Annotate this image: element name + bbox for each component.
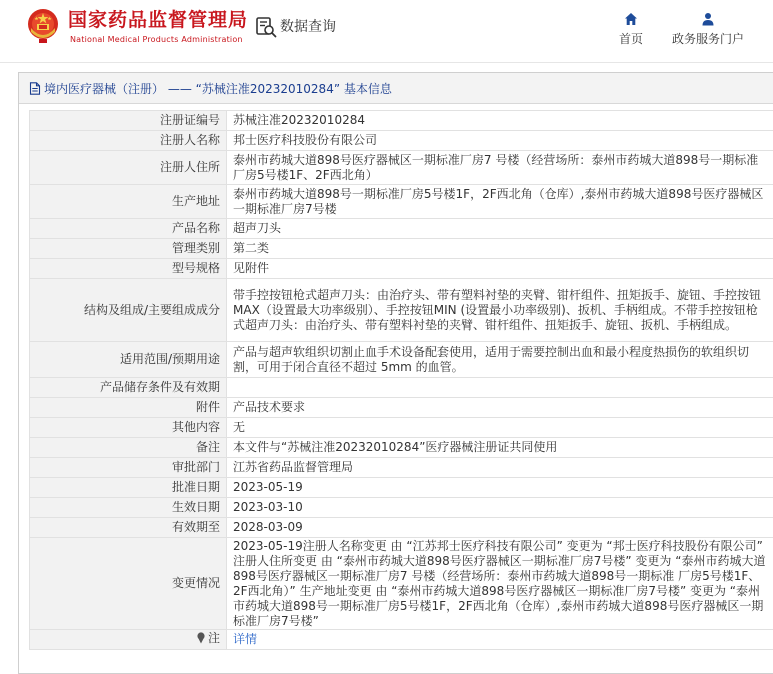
table-row bbox=[30, 279, 773, 342]
field-value: 2023-05-19 bbox=[227, 478, 773, 498]
field-label: 有效期至 bbox=[30, 518, 227, 538]
breadcrumb bbox=[19, 73, 773, 104]
field-value: 江苏省药品监督管理局 bbox=[227, 458, 773, 478]
table-row bbox=[30, 131, 773, 151]
data-query-icon bbox=[255, 16, 277, 38]
field-value: 泰州市药城大道898号医疗器械区一期标准厂房7 号楼（经营场所：泰州市药城大道898号一期标准 厂房5号楼1F、2F西北角） bbox=[227, 151, 773, 185]
field-value: 苏械注准20232010284 bbox=[227, 111, 773, 131]
field-value: 见附件 bbox=[227, 259, 773, 279]
field-label: 产品名称 bbox=[30, 219, 227, 239]
table-row bbox=[30, 378, 773, 398]
field-value: 超声刀头 bbox=[227, 219, 773, 239]
field-label: 其他内容 bbox=[30, 418, 227, 438]
nav-service-portal[interactable] bbox=[668, 12, 748, 47]
field-value: 泰州市药城大道898号一期标准厂房5号楼1F，2F西北角（仓库）,泰州市药城大道898号医疗器械区一期标准厂房7号楼 bbox=[227, 185, 773, 219]
data-query-label: 数据查询 bbox=[280, 19, 336, 35]
user-icon bbox=[701, 12, 715, 26]
field-label: 变更情况 bbox=[30, 538, 227, 630]
field-label: 批准日期 bbox=[30, 478, 227, 498]
note-label: 注 bbox=[207, 630, 220, 645]
table-row bbox=[30, 185, 773, 219]
nav-service-portal-label: 政务服务门户 bbox=[671, 32, 744, 46]
site-subtitle: National Medical Products Administration bbox=[70, 35, 243, 44]
table-row bbox=[30, 239, 773, 259]
field-value: 产品技术要求 bbox=[227, 398, 773, 418]
field-label: 型号规格 bbox=[30, 259, 227, 279]
field-value: 产品与超声软组织切割止血手术设备配套使用，适用于需要控制出血和最小程度热损伤的软组织切割，可用于闭合直径不超过 5mm 的血管。 bbox=[227, 342, 773, 378]
field-label: 适用范围/预期用途 bbox=[30, 342, 227, 378]
site-header bbox=[0, 0, 773, 62]
table-row bbox=[30, 458, 773, 478]
table-row bbox=[30, 342, 773, 378]
home-icon bbox=[624, 12, 638, 26]
table-row bbox=[30, 498, 773, 518]
field-value: 邦士医疗科技股份有限公司 bbox=[227, 131, 773, 151]
table-row bbox=[30, 418, 773, 438]
field-label: 备注 bbox=[30, 438, 227, 458]
field-label: 管理类别 bbox=[30, 239, 227, 259]
nav-home-label: 首页 bbox=[618, 32, 643, 46]
field-label: 注册人名称 bbox=[30, 131, 227, 151]
field-label: 注册人住所 bbox=[30, 151, 227, 185]
field-value: 带手控按钮枪式超声刀头：由治疗头、带有塑料衬垫的夹臂、钳杆组件、扭矩扳手、旋钮、手控按钮MAX（设置最大功率级别）、手控按钮MIN (设置最小功率级别)、扳机、手柄组成。不带手控按钮枪式超声刀头：由治疗头、带有塑料衬垫的夹臂、钳杆组件、扭矩扳手、旋钮、扳机、手柄组成。 bbox=[227, 279, 773, 342]
field-value: 第二类 bbox=[227, 239, 773, 259]
field-value: 无 bbox=[227, 418, 773, 438]
document-icon bbox=[29, 82, 41, 95]
field-label: 审批部门 bbox=[30, 458, 227, 478]
field-label: 生产地址 bbox=[30, 185, 227, 219]
field-label: 生效日期 bbox=[30, 498, 227, 518]
field-label: 注册证编号 bbox=[30, 111, 227, 131]
table-row bbox=[30, 398, 773, 418]
field-value bbox=[227, 378, 773, 398]
field-label: 结构及组成/主要组成成分 bbox=[30, 279, 227, 342]
table-row bbox=[30, 518, 773, 538]
field-value: 本文件与“苏械注准20232010284”医疗器械注册证共同使用 bbox=[227, 438, 773, 458]
table-row bbox=[30, 478, 773, 498]
table-row bbox=[30, 438, 773, 458]
table-row bbox=[30, 538, 773, 630]
pin-icon bbox=[196, 632, 206, 644]
nav-home[interactable] bbox=[616, 12, 646, 47]
record-table-wrap bbox=[29, 110, 773, 650]
national-emblem-icon bbox=[27, 8, 59, 44]
field-value: 2028-03-09 bbox=[227, 518, 773, 538]
header-divider bbox=[0, 62, 773, 63]
table-row bbox=[30, 630, 773, 650]
breadcrumb-text[interactable]: 境内医疗器械（注册） —— “苏械注准20232010284” 基本信息 bbox=[44, 81, 392, 96]
data-query-link[interactable] bbox=[255, 16, 336, 38]
note-label-wrap bbox=[196, 631, 220, 646]
field-label: 附件 bbox=[30, 398, 227, 418]
note-label-cell bbox=[30, 630, 227, 650]
site-title[interactable]: 国家药品监督管理局 bbox=[68, 9, 249, 31]
field-label: 产品储存条件及有效期 bbox=[30, 378, 227, 398]
detail-link[interactable]: 详情 bbox=[233, 632, 258, 646]
table-row bbox=[30, 151, 773, 185]
record-table bbox=[29, 110, 773, 650]
table-row bbox=[30, 219, 773, 239]
note-value-cell bbox=[227, 630, 773, 650]
field-value: 2023-05-19注册人名称变更 由 “江苏邦士医疗科技有限公司” 变更为 “邦士医疗科技股份有限公司” 注册人住所变更 由 “泰州市药城大道898号医疗器械区一期标准厂房7号楼” 变更为 “泰州市药城大道898号医疗器械区一期标准厂房7 号楼（经营场所：泰州市药城大道898号一期标准 厂房5号楼1F、2F西北角）” 生产地址变更 由 “泰州市药城大道898号医疗器械区一期标准厂房7号楼” 变更为 “泰州市药城大道898号一期标准厂房5号楼1F，2F西北角（仓库）,泰州市药城大道898号医疗器械区一期标准厂房7号楼” bbox=[227, 538, 773, 630]
table-row bbox=[30, 111, 773, 131]
field-value: 2023-03-10 bbox=[227, 498, 773, 518]
table-row bbox=[30, 259, 773, 279]
detail-panel bbox=[18, 72, 773, 674]
